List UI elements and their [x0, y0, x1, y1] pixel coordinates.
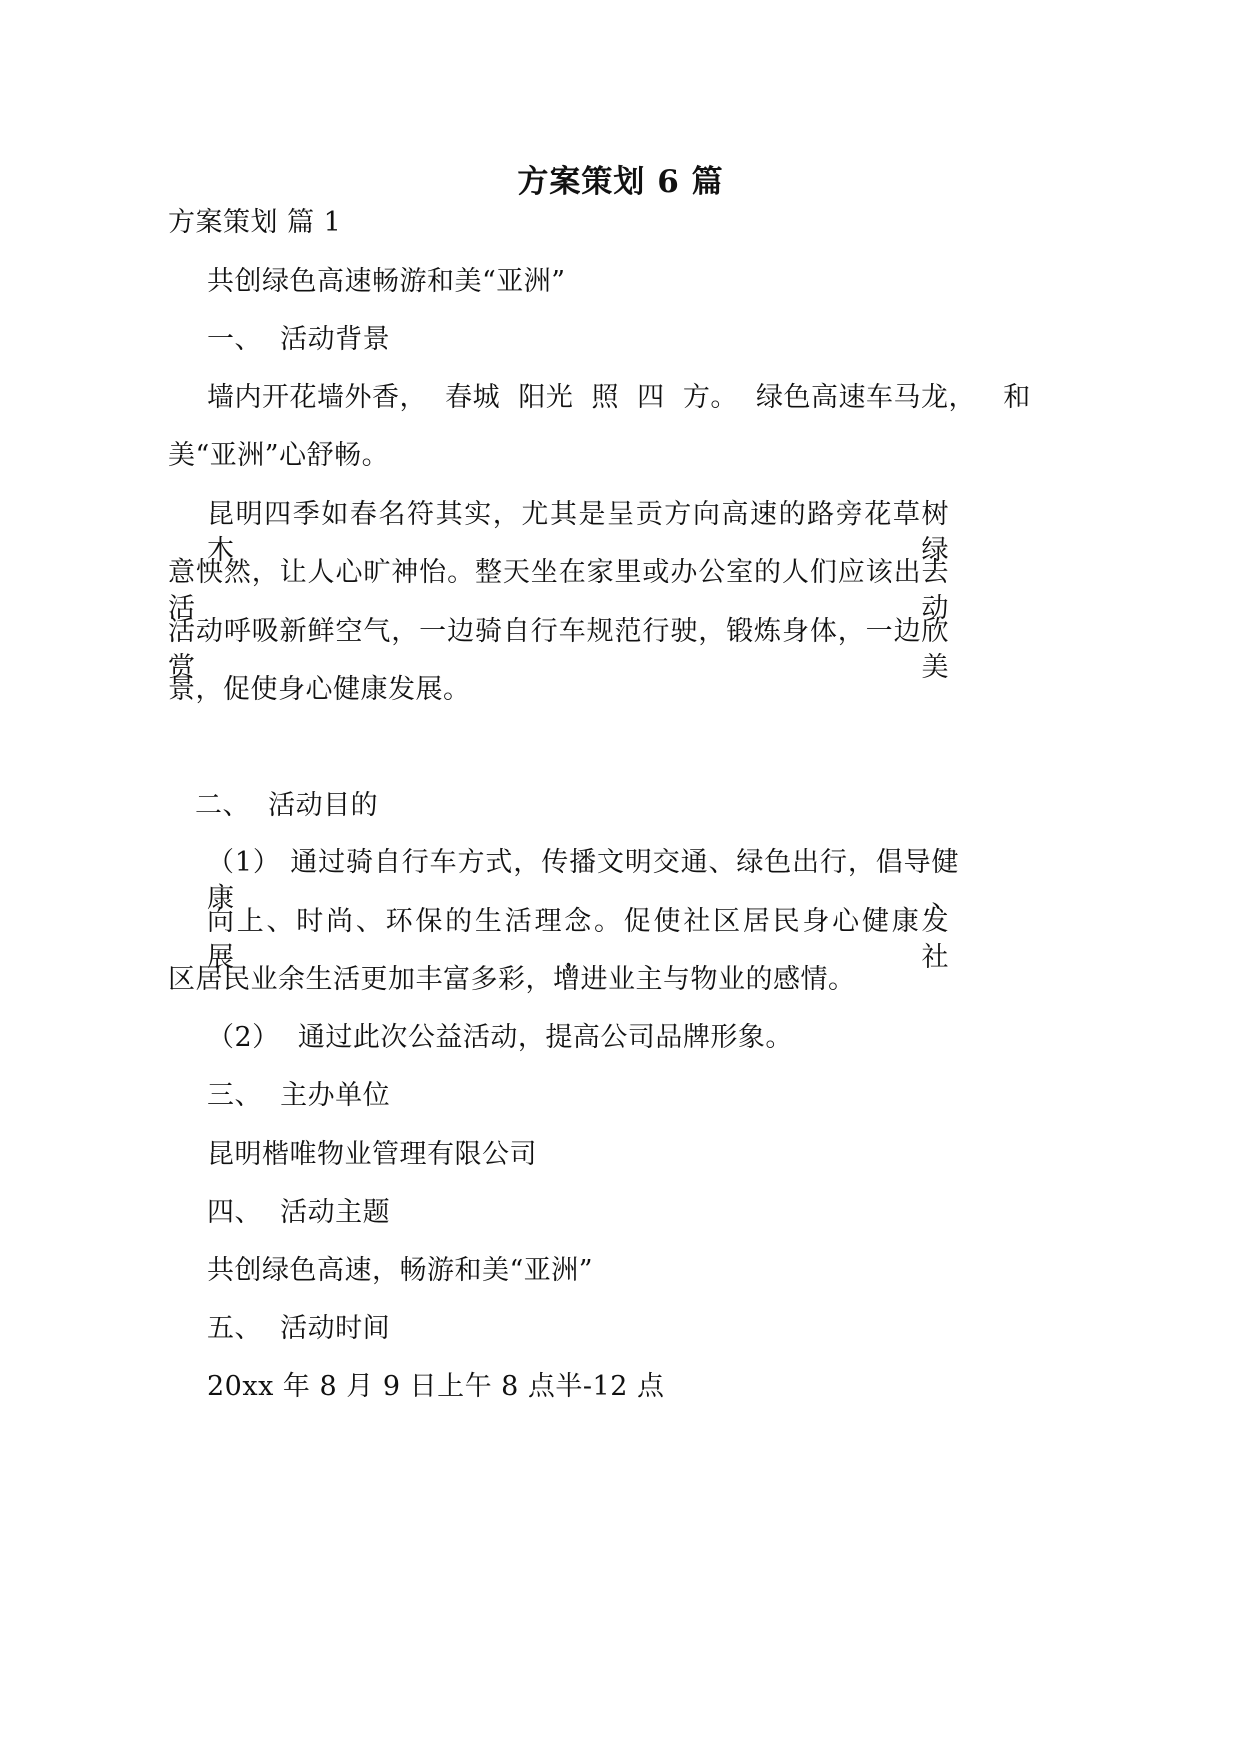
paragraph-line: 活动呼吸新鲜空气，一边骑自行车规范行驶，锻炼身体，一边欣赏美 — [168, 616, 949, 683]
paragraph-line: 景，促使身心健康发展。 — [168, 674, 471, 705]
paragraph-line: 美“亚洲”心舒畅。 — [168, 440, 390, 471]
heading-activity-purpose: 二、 活动目的 — [195, 790, 379, 821]
paragraph-line: 共创绿色高速畅游和美“亚洲” — [207, 266, 566, 297]
paragraph-line: 墙内开花墙外香， 春城 阳光 照 四 方。 绿色高速车马龙， 和 — [207, 382, 1031, 413]
paragraph-line: 共创绿色高速，畅游和美“亚洲” — [207, 1255, 594, 1286]
section-heading: 方案策划 篇 1 — [168, 207, 342, 238]
paragraph-line: 区居民业余生活更加丰富多彩，增进业主与物业的感情。 — [168, 964, 856, 995]
paragraph-line: 昆明四季如春名符其实，尤其是呈贡方向高速的路旁花草树木绿 — [207, 499, 949, 566]
document-title: 方案策划 6 篇 — [517, 164, 724, 200]
heading-activity-background: 一、 活动背景 — [207, 324, 391, 355]
heading-activity-theme: 四、 活动主题 — [207, 1197, 391, 1228]
paragraph-line: 向上、时尚、环保的生活理念。促使社区居民身心健康发展，社 — [207, 906, 949, 973]
paragraph-line: （2） 通过此次公益活动，提高公司品牌形象。 — [207, 1022, 793, 1053]
paragraph-line: 意怏然，让人心旷神怡。整天坐在家里或办公室的人们应该出去活动 — [168, 557, 949, 624]
paragraph-line: 昆明楷唯物业管理有限公司 — [207, 1139, 537, 1170]
heading-organizer: 三、 主办单位 — [207, 1080, 391, 1111]
paragraph-line: （1） 通过骑自行车方式，传播文明交通、绿色出行，倡导健康、 — [207, 847, 959, 914]
paragraph-line: 20xx 年 8 月 9 日上午 8 点半-12 点 — [207, 1371, 665, 1402]
heading-activity-time: 五、 活动时间 — [207, 1313, 391, 1344]
